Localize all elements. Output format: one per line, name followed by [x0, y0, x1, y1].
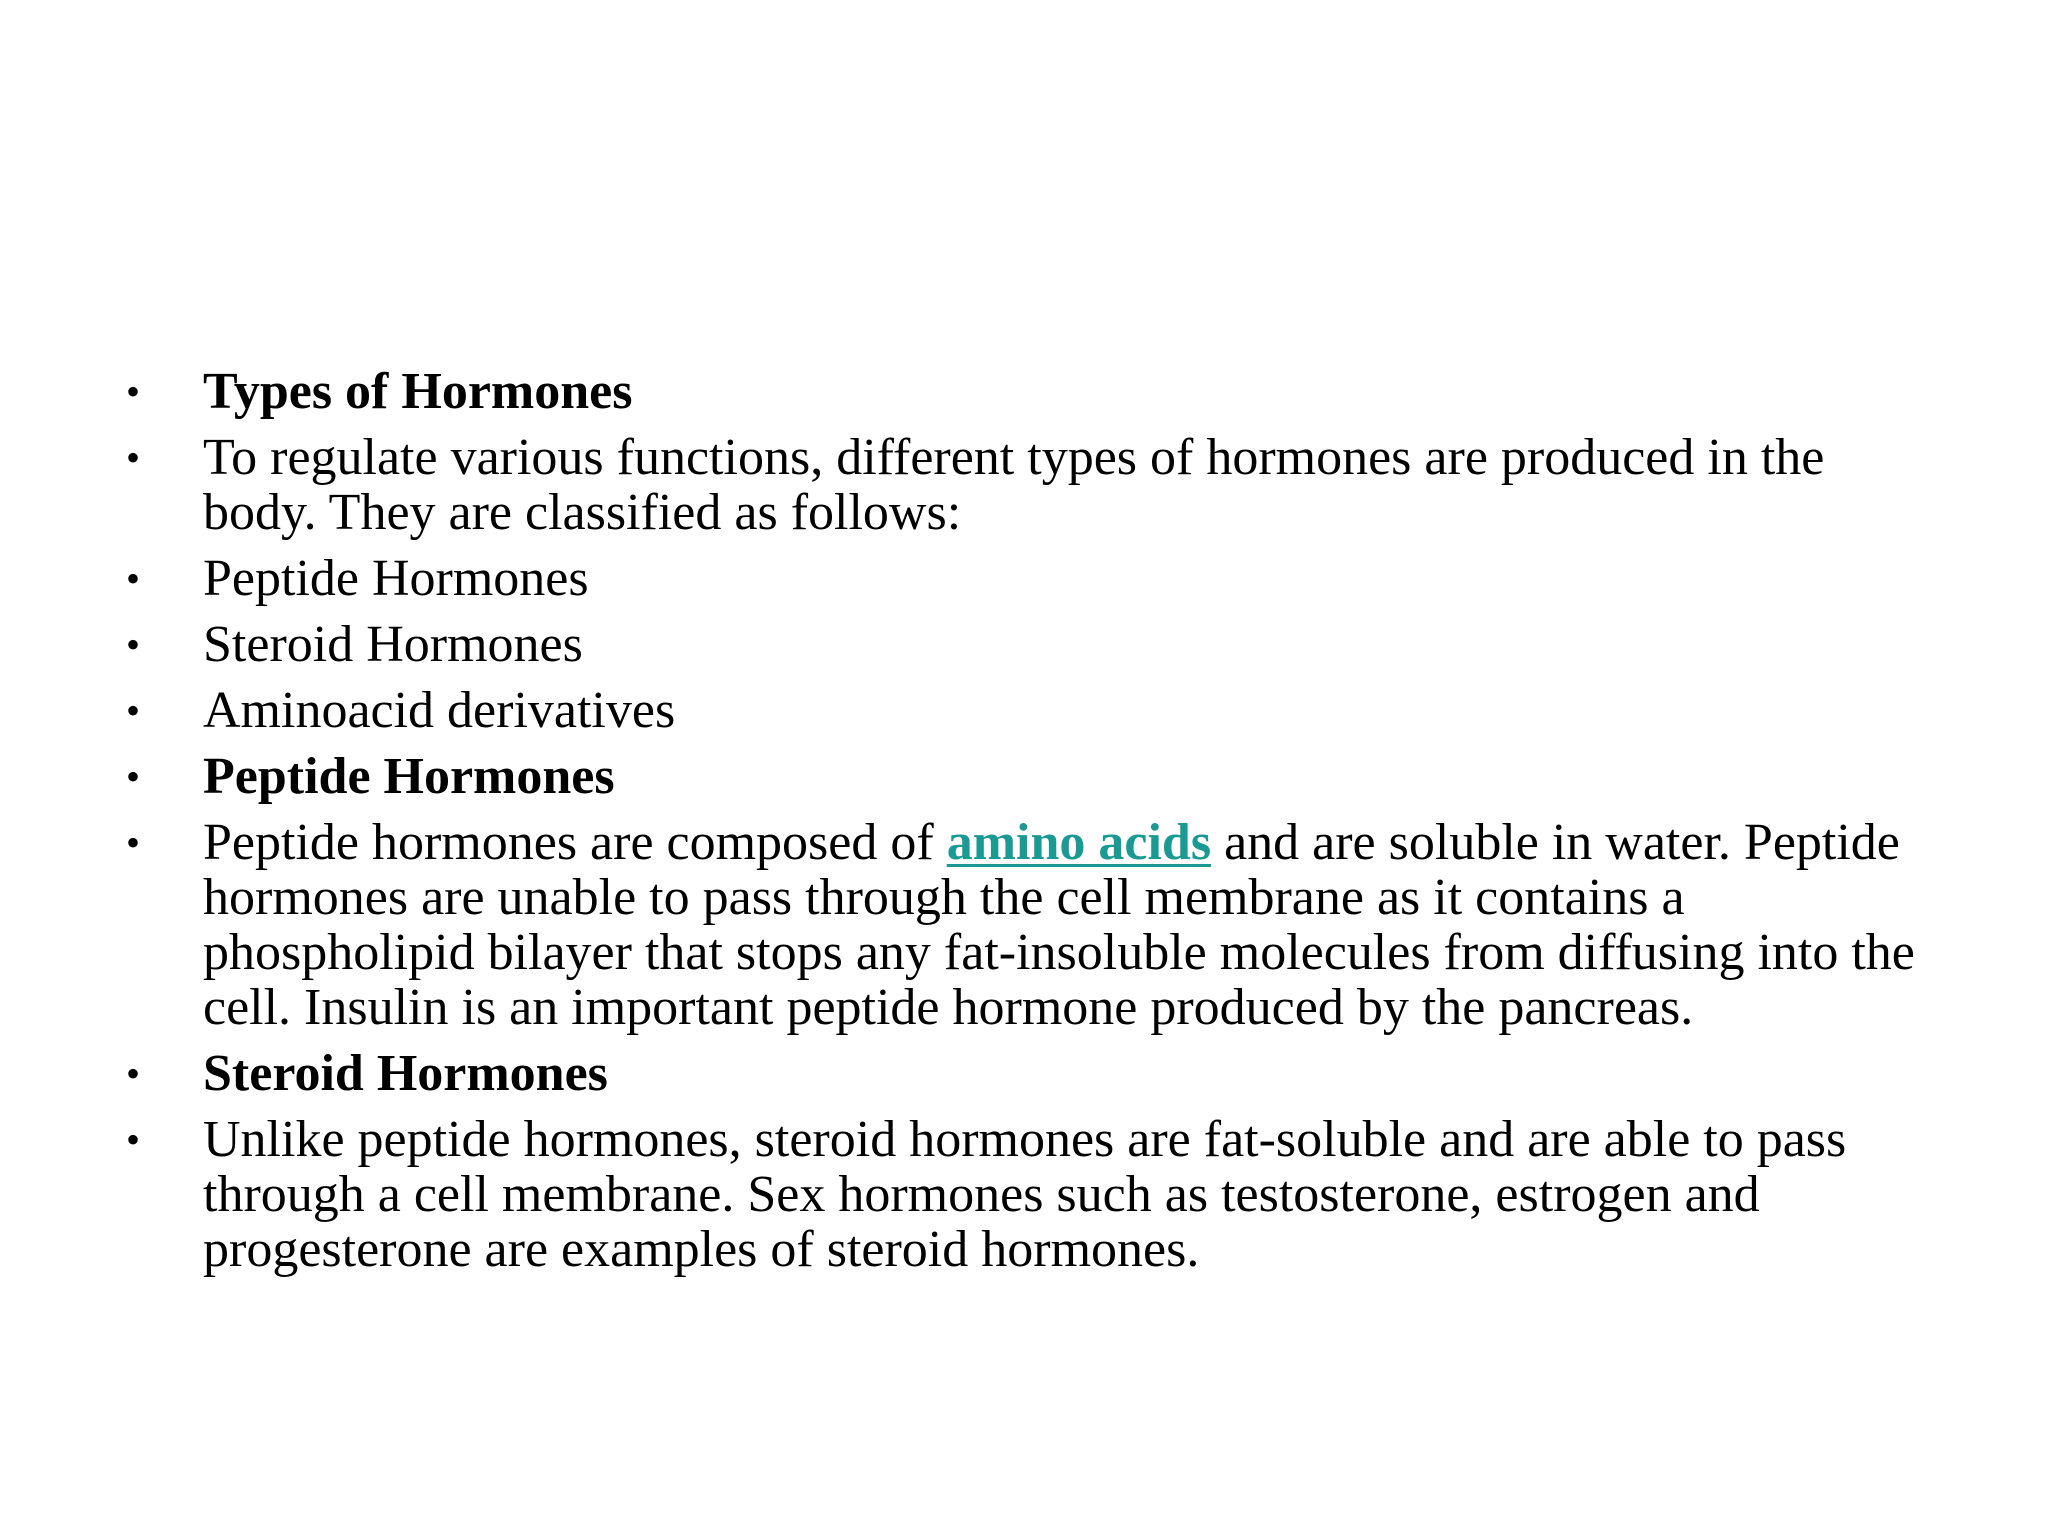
list-item	[118, 551, 1948, 606]
peptide-paragraph	[203, 814, 1915, 1036]
bullet-icon: •	[126, 688, 141, 733]
bullet-icon: •	[126, 435, 141, 480]
list-item	[118, 815, 1948, 1035]
list-item	[118, 364, 1948, 419]
heading-steroid-hormones: Steroid Hormones	[203, 1045, 608, 1102]
type-steroid-hormones: Steroid Hormones	[203, 616, 583, 673]
list-item	[118, 430, 1948, 540]
list-item	[118, 749, 1948, 804]
peptide-text-after: and are soluble in water. Peptide hormones are unable to pass through the cell membrane as it contains a phospholipid bilayer that stops any fat-insoluble molecules from diffusing into the cell. Insulin is an important peptide hormone produced by the pancreas.	[203, 814, 1915, 1036]
amino-acids-link[interactable]: amino acids	[946, 814, 1212, 871]
heading-types-of-hormones: Types of Hormones	[203, 363, 633, 420]
bullet-icon: •	[126, 622, 141, 667]
bullet-icon: •	[126, 369, 141, 414]
heading-peptide-hormones: Peptide Hormones	[203, 748, 615, 805]
bullet-icon: •	[126, 754, 141, 799]
intro-text: To regulate various functions, different types of hormones are produced in the body. They are classified as follows:	[203, 429, 1825, 541]
list-item	[118, 683, 1948, 738]
bullet-list	[118, 364, 1948, 1288]
list-item	[118, 1046, 1948, 1101]
bullet-icon: •	[126, 556, 141, 601]
type-aminoacid-derivatives: Aminoacid derivatives	[203, 682, 676, 739]
list-item	[118, 1112, 1948, 1277]
steroid-paragraph: Unlike peptide hormones, steroid hormones are fat-soluble and are able to pass through a cell membrane. Sex hormones such as testosterone, estrogen and progesterone are examples of steroid hormones.	[203, 1111, 1847, 1278]
type-peptide-hormones: Peptide Hormones	[203, 550, 589, 607]
bullet-icon: •	[126, 1051, 141, 1096]
bullet-icon: •	[126, 1117, 141, 1162]
peptide-text-before: Peptide hormones are composed of	[203, 814, 947, 871]
list-item	[118, 617, 1948, 672]
bullet-icon: •	[126, 820, 141, 865]
